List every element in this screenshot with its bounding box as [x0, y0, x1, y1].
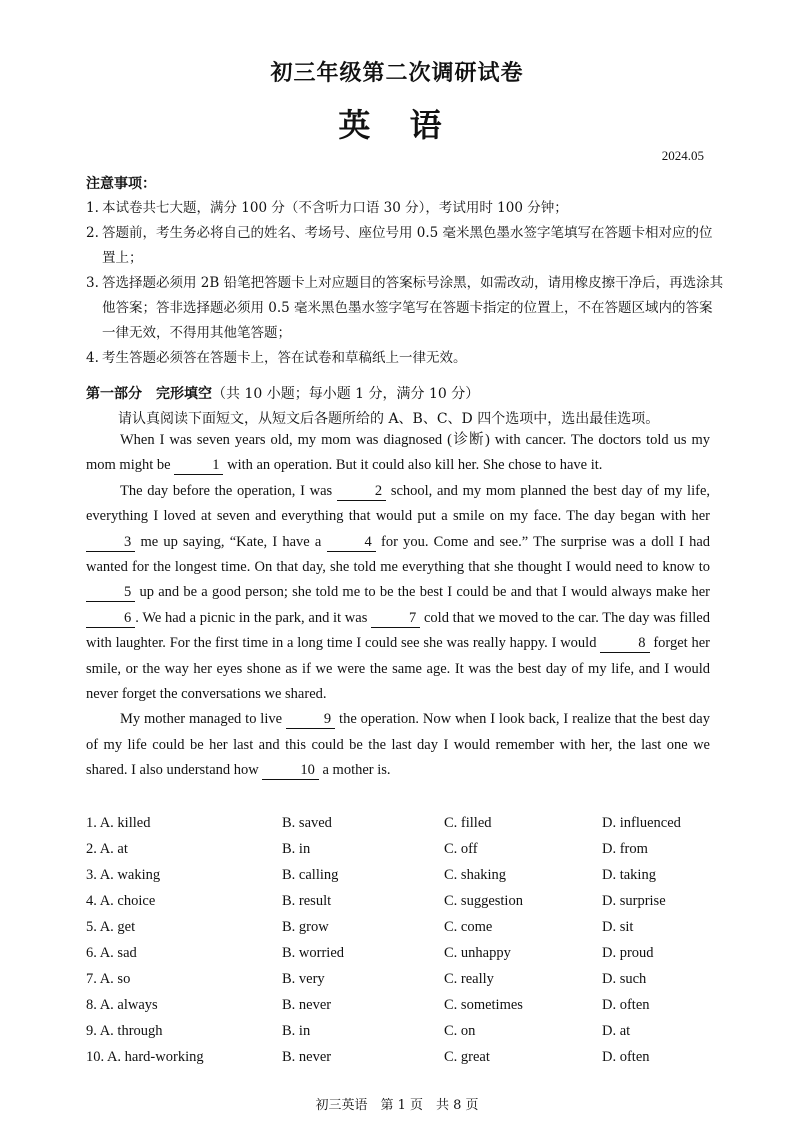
- option-d: D. often: [602, 1048, 650, 1065]
- option-c: C. sometimes: [444, 996, 523, 1013]
- blank-2: 2: [337, 482, 386, 501]
- option-row: [86, 966, 726, 992]
- option-b: B. never: [282, 1048, 332, 1065]
- passage-text: a mother is.: [318, 762, 391, 779]
- passage-text: the operation. Now when I look back, I realize that the best day of my life could be her last and this could be the last day I would remember with her, the last one we shared. I also understand how: [86, 711, 710, 779]
- blank-1: 1: [174, 456, 223, 475]
- option-b: B. in: [282, 1022, 311, 1039]
- option-row: [86, 836, 726, 862]
- note-item: [86, 271, 726, 346]
- option-a: 1. A. killed: [86, 814, 151, 831]
- blank-7: 7: [371, 609, 420, 628]
- note-item: [86, 196, 726, 221]
- option-a: 9. A. through: [86, 1022, 163, 1039]
- option-c: C. off: [444, 840, 478, 857]
- blank-3: 3: [86, 533, 135, 552]
- note-item: [86, 346, 726, 371]
- option-c: C. really: [444, 970, 494, 987]
- option-row: [86, 914, 726, 940]
- page-footer: 初三英语 第 1 页 共 8 页: [315, 1098, 479, 1113]
- exam-date: 2024.05: [661, 148, 704, 163]
- note-number: 3.: [86, 275, 99, 291]
- option-d: D. taking: [602, 866, 656, 883]
- option-c: C. filled: [444, 814, 492, 831]
- passage-text: for you. Come and see.” The surprise was a doll I had wanted for the longest time. On that day, she told me everything that she thought I would need to know to: [86, 533, 710, 576]
- option-d: D. sit: [602, 918, 634, 935]
- option-a: 4. A. choice: [86, 892, 156, 909]
- blank-6: 6: [86, 609, 135, 628]
- option-b: B. result: [282, 892, 332, 909]
- option-row: [86, 1018, 726, 1044]
- passage-text: cold that we moved to the car. The day was filled with laughter. For the first time in a long time I could see she was really happy. I would: [86, 609, 710, 652]
- notes-list: [86, 196, 726, 371]
- passage-paragraph: [86, 479, 710, 708]
- blank-5: 5: [86, 583, 135, 602]
- option-d: D. influenced: [602, 814, 681, 831]
- option-row: [86, 810, 726, 836]
- option-row: [86, 862, 726, 888]
- option-a: 8. A. always: [86, 996, 158, 1013]
- option-b: B. never: [282, 996, 332, 1013]
- blank-8: 8: [600, 634, 649, 653]
- passage-text: me up saying, “Kate, I have a: [135, 533, 327, 550]
- passage-text: My mother managed to live: [120, 711, 286, 728]
- note-number: 4.: [86, 350, 99, 366]
- option-d: D. at: [602, 1022, 631, 1039]
- passage-text: up and be a good person; she told me to be the best I could be and that I would always make her: [135, 584, 710, 601]
- option-a: 7. A. so: [86, 970, 131, 987]
- option-c: C. on: [444, 1022, 476, 1039]
- passage-paragraph: [86, 707, 710, 783]
- option-b: B. grow: [282, 918, 329, 935]
- part1-instruction: 请认真阅读下面短文，从短文后各题所给的 A、B、C、D 四个选项中，选出最佳选项。: [118, 411, 660, 427]
- option-a: 3. A. waking: [86, 866, 161, 883]
- option-b: B. very: [282, 970, 325, 987]
- option-c: C. great: [444, 1048, 490, 1065]
- subject-title: 英 语: [338, 106, 456, 144]
- passage-text: forget her smile, or the way her eyes shone as if we were the same age. It was the best day of my life, and I would never forget the conversations we shared.: [86, 635, 710, 703]
- option-d: D. surprise: [602, 892, 666, 909]
- option-b: B. worried: [282, 944, 345, 961]
- option-row: [86, 1044, 726, 1070]
- option-a: 10. A. hard-working: [86, 1048, 204, 1065]
- note-text: 考生答题必须答在答题卡上，答在试卷和草稿纸上一律无效。: [102, 350, 467, 366]
- options-table: [86, 810, 726, 1070]
- notes-title: 注意事项：: [86, 176, 156, 192]
- option-row: [86, 940, 726, 966]
- option-c: C. come: [444, 918, 493, 935]
- option-c: C. suggestion: [444, 892, 523, 909]
- option-a: 5. A. get: [86, 918, 136, 935]
- note-item: [86, 221, 726, 271]
- option-b: B. calling: [282, 866, 339, 883]
- passage-text: When I was seven years old, my mom was diagnosed (诊断) with cancer. The doctors told us my mom might be: [86, 432, 710, 474]
- option-a: 2. A. at: [86, 840, 128, 857]
- note-text: 答选择题必须用 2B 铅笔把答题卡上对应题目的答案标号涂黑，如需改动，请用橡皮擦干净后，再选涂其他答案；答非选择题必须用 0.5 毫米黑色墨水签字笔写在答题卡指定的位置上，不在答题区域内的答案一律无效，不得用其他笔答题；: [102, 275, 724, 341]
- exam-title: 初三年级第二次调研试卷: [270, 60, 524, 86]
- option-b: B. saved: [282, 814, 332, 831]
- option-d: D. often: [602, 996, 650, 1013]
- cloze-passage: [86, 428, 710, 784]
- passage-paragraph: [86, 428, 710, 479]
- option-c: C. unhappy: [444, 944, 511, 961]
- part1-detail: （共 10 小题；每小题 1 分，满分 10 分）: [212, 386, 480, 402]
- passage-text: . We had a picnic in the park, and it was: [135, 609, 372, 626]
- part1-heading: [86, 383, 479, 403]
- option-row: [86, 992, 726, 1018]
- blank-10: 10: [262, 761, 319, 780]
- blank-9: 9: [286, 710, 335, 729]
- option-b: B. in: [282, 840, 311, 857]
- passage-text: with an operation. But it could also kill her. She chose to have it.: [223, 457, 603, 474]
- part1-title: 第一部分 完形填空: [86, 386, 212, 402]
- option-c: C. shaking: [444, 866, 507, 883]
- note-number: 1.: [86, 200, 99, 216]
- option-d: D. proud: [602, 944, 654, 961]
- blank-4: 4: [327, 533, 376, 552]
- option-d: D. such: [602, 970, 647, 987]
- option-d: D. from: [602, 840, 648, 857]
- passage-text: The day before the operation, I was: [120, 482, 337, 499]
- option-a: 6. A. sad: [86, 944, 137, 961]
- note-text: 答题前，考生务必将自己的姓名、考场号、座位号用 0.5 毫米黑色墨水签字笔填写在答题卡相对应的位置上；: [102, 225, 713, 266]
- passage-text: school, and my mom planned the best day of my life, everything I loved at seven and everything that would put a smile on my face. The day began with her: [86, 482, 711, 525]
- option-row: [86, 888, 726, 914]
- note-number: 2.: [86, 225, 99, 241]
- note-text: 本试卷共七大题，满分 100 分（不含听力口语 30 分），考试用时 100 分钟；: [102, 200, 568, 216]
